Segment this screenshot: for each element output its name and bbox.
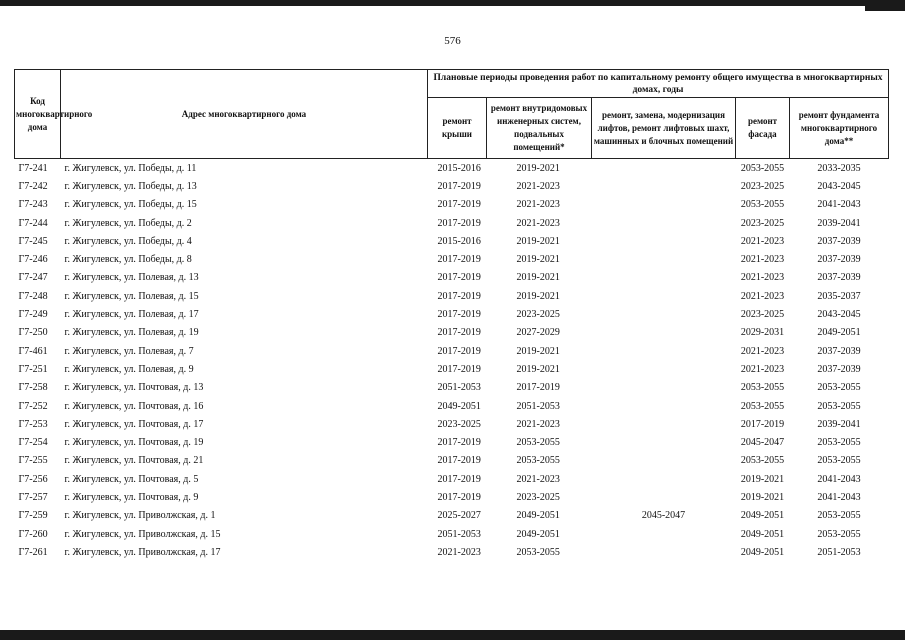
row-roof-period: 2023-2025 bbox=[437, 418, 481, 430]
row-foundation-period: 2053-2055 bbox=[817, 528, 861, 540]
row-engineering-period: 2019-2021 bbox=[516, 363, 560, 375]
row-foundation-period: 2043-2045 bbox=[817, 309, 861, 321]
header-code: Код многоквартирного дома bbox=[15, 70, 61, 159]
row-address: г. Жигулевск, ул. Почтовая, д. 16 bbox=[64, 400, 204, 412]
row-address: г. Жигулевск, ул. Приволжская, д. 15 bbox=[64, 528, 221, 540]
row-foundation-period: 2053-2055 bbox=[817, 400, 861, 412]
row-elevators-period bbox=[592, 470, 736, 488]
row-code: Г7-255 bbox=[18, 455, 48, 467]
row-elevators-period bbox=[592, 415, 736, 433]
row-foundation-period: 2039-2041 bbox=[817, 217, 861, 229]
row-roof-period: 2025-2027 bbox=[437, 510, 481, 522]
row-engineering-period: 2051-2053 bbox=[516, 400, 560, 412]
row-address: г. Жигулевск, ул. Победы, д. 2 bbox=[64, 217, 192, 229]
row-facade-period: 2017-2019 bbox=[740, 418, 785, 430]
top-scan-border bbox=[0, 0, 905, 6]
row-foundation-period: 2041-2043 bbox=[817, 491, 861, 503]
row-facade-period: 2023-2025 bbox=[740, 217, 785, 229]
row-address: г. Жигулевск, ул. Приволжская, д. 1 bbox=[64, 510, 216, 522]
row-code: Г7-245 bbox=[18, 235, 48, 247]
row-facade-period: 2023-2025 bbox=[740, 180, 785, 192]
row-roof-period: 2017-2019 bbox=[437, 455, 481, 467]
row-engineering-period: 2021-2023 bbox=[516, 418, 560, 430]
row-facade-period: 2023-2025 bbox=[740, 309, 785, 321]
row-foundation-period: 2035-2037 bbox=[817, 290, 861, 302]
table-row bbox=[15, 470, 889, 488]
row-elevators-period bbox=[592, 250, 736, 268]
table-row bbox=[15, 269, 889, 287]
row-facade-period: 2053-2055 bbox=[740, 199, 785, 211]
row-facade-period: 2021-2023 bbox=[740, 363, 785, 375]
row-roof-period: 2017-2019 bbox=[437, 473, 481, 485]
row-code: Г7-249 bbox=[18, 309, 48, 321]
row-foundation-period: 2043-2045 bbox=[817, 180, 861, 192]
row-roof-period: 2017-2019 bbox=[437, 290, 481, 302]
row-elevators-period bbox=[592, 433, 736, 451]
row-roof-period: 2017-2019 bbox=[437, 327, 481, 339]
row-roof-period: 2017-2019 bbox=[437, 272, 481, 284]
table-row bbox=[15, 196, 889, 214]
row-engineering-period: 2021-2023 bbox=[516, 180, 560, 192]
header-row-group bbox=[15, 70, 889, 98]
table-header bbox=[15, 70, 889, 159]
row-code: Г7-253 bbox=[18, 418, 48, 430]
row-foundation-period: 2053-2055 bbox=[817, 437, 861, 449]
row-engineering-period: 2021-2023 bbox=[516, 199, 560, 211]
row-code: Г7-246 bbox=[18, 254, 48, 266]
row-engineering-period: 2053-2055 bbox=[516, 455, 560, 467]
page-number: 576 bbox=[444, 35, 461, 47]
row-foundation-period: 2041-2043 bbox=[817, 473, 861, 485]
row-roof-period: 2017-2019 bbox=[437, 180, 481, 192]
row-address: г. Жигулевск, ул. Почтовая, д. 19 bbox=[64, 437, 204, 449]
row-elevators-period bbox=[592, 287, 736, 305]
row-facade-period: 2049-2051 bbox=[740, 528, 785, 540]
row-facade-period: 2049-2051 bbox=[740, 546, 785, 558]
table-row bbox=[15, 379, 889, 397]
table-row bbox=[15, 159, 889, 178]
row-roof-period: 2017-2019 bbox=[437, 254, 481, 266]
row-address: г. Жигулевск, ул. Полевая, д. 9 bbox=[64, 363, 194, 375]
row-engineering-period: 2021-2023 bbox=[516, 473, 560, 485]
row-foundation-period: 2037-2039 bbox=[817, 345, 861, 357]
row-address: г. Жигулевск, ул. Победы, д. 4 bbox=[64, 235, 192, 247]
row-facade-period: 2021-2023 bbox=[740, 272, 785, 284]
row-elevators-period bbox=[592, 305, 736, 323]
row-elevators-period: 2045-2047 bbox=[641, 510, 686, 522]
row-elevators-period bbox=[592, 214, 736, 232]
row-elevators-period bbox=[592, 177, 736, 195]
row-foundation-period: 2051-2053 bbox=[817, 546, 861, 558]
row-roof-period: 2017-2019 bbox=[437, 217, 481, 229]
row-engineering-period: 2023-2025 bbox=[516, 491, 560, 503]
header-elevators: ремонт, замена, модернизация лифтов, ремонт лифтовых шахт, машинных и блочных помещений bbox=[592, 98, 736, 159]
row-elevators-period bbox=[592, 342, 736, 360]
row-roof-period: 2021-2023 bbox=[437, 546, 481, 558]
row-foundation-period: 2039-2041 bbox=[817, 418, 861, 430]
row-code: Г7-257 bbox=[18, 491, 48, 503]
row-address: г. Жигулевск, ул. Победы, д. 15 bbox=[64, 199, 197, 211]
bottom-scan-border bbox=[0, 630, 905, 640]
row-address: г. Жигулевск, ул. Полевая, д. 15 bbox=[64, 290, 199, 302]
row-facade-period: 2053-2055 bbox=[740, 382, 785, 394]
row-address: г. Жигулевск, ул. Победы, д. 8 bbox=[64, 254, 192, 266]
row-facade-period: 2021-2023 bbox=[740, 345, 785, 357]
row-address: г. Жигулевск, ул. Полевая, д. 13 bbox=[64, 272, 199, 284]
row-elevators-period bbox=[592, 452, 736, 470]
table-row bbox=[15, 507, 889, 525]
row-address: г. Жигулевск, ул. Почтовая, д. 17 bbox=[64, 418, 204, 430]
row-engineering-period: 2023-2025 bbox=[516, 309, 560, 321]
row-elevators-period bbox=[592, 269, 736, 287]
row-facade-period: 2045-2047 bbox=[740, 437, 785, 449]
row-foundation-period: 2037-2039 bbox=[817, 363, 861, 375]
row-foundation-period: 2053-2055 bbox=[817, 455, 861, 467]
row-code: Г7-248 bbox=[18, 290, 48, 302]
row-engineering-period: 2053-2055 bbox=[516, 546, 560, 558]
row-elevators-period bbox=[592, 397, 736, 415]
row-address: г. Жигулевск, ул. Полевая, д. 7 bbox=[64, 345, 194, 357]
row-address: г. Жигулевск, ул. Победы, д. 11 bbox=[64, 162, 197, 174]
row-elevators-period bbox=[592, 324, 736, 342]
row-code: Г7-261 bbox=[18, 546, 48, 558]
row-engineering-period: 2049-2051 bbox=[516, 510, 560, 522]
row-code: Г7-256 bbox=[18, 473, 48, 485]
row-elevators-period bbox=[592, 379, 736, 397]
row-facade-period: 2053-2055 bbox=[740, 162, 785, 174]
row-facade-period: 2019-2021 bbox=[740, 473, 785, 485]
row-engineering-period: 2017-2019 bbox=[516, 382, 560, 394]
table-row bbox=[15, 397, 889, 415]
row-elevators-period bbox=[592, 360, 736, 378]
table-row bbox=[15, 177, 889, 195]
row-elevators-period bbox=[592, 232, 736, 250]
row-code: Г7-258 bbox=[18, 382, 48, 394]
row-facade-period: 2053-2055 bbox=[740, 400, 785, 412]
row-foundation-period: 2037-2039 bbox=[817, 235, 861, 247]
row-roof-period: 2015-2016 bbox=[437, 235, 481, 247]
row-foundation-period: 2033-2035 bbox=[817, 162, 861, 174]
row-address: г. Жигулевск, ул. Почтовая, д. 21 bbox=[64, 455, 204, 467]
row-address: г. Жигулевск, ул. Почтовая, д. 13 bbox=[64, 382, 204, 394]
row-elevators-period bbox=[592, 488, 736, 506]
row-facade-period: 2021-2023 bbox=[740, 235, 785, 247]
table-row bbox=[15, 415, 889, 433]
table-row bbox=[15, 452, 889, 470]
row-engineering-period: 2049-2051 bbox=[516, 528, 560, 540]
row-code: Г7-241 bbox=[18, 162, 48, 174]
row-code: Г7-259 bbox=[18, 510, 48, 522]
row-address: г. Жигулевск, ул. Победы, д. 13 bbox=[64, 180, 197, 192]
table-row bbox=[15, 488, 889, 506]
table-row bbox=[15, 305, 889, 323]
table-row bbox=[15, 342, 889, 360]
row-address: г. Жигулевск, ул. Полевая, д. 17 bbox=[64, 309, 199, 321]
row-roof-period: 2017-2019 bbox=[437, 199, 481, 211]
row-engineering-period: 2019-2021 bbox=[516, 162, 560, 174]
row-roof-period: 2017-2019 bbox=[437, 437, 481, 449]
header-facade: ремонт фасада bbox=[736, 98, 790, 159]
row-facade-period: 2019-2021 bbox=[740, 491, 785, 503]
row-roof-period: 2051-2053 bbox=[437, 382, 481, 394]
row-code: Г7-250 bbox=[18, 327, 48, 339]
table-row bbox=[15, 525, 889, 543]
row-engineering-period: 2053-2055 bbox=[516, 437, 560, 449]
row-code: Г7-242 bbox=[18, 180, 48, 192]
row-roof-period: 2017-2019 bbox=[437, 491, 481, 503]
row-address: г. Жигулевск, ул. Приволжская, д. 17 bbox=[64, 546, 221, 558]
row-elevators-period bbox=[592, 525, 736, 543]
header-foundation: ремонт фундамента многоквартирного дома** bbox=[790, 98, 889, 159]
row-facade-period: 2053-2055 bbox=[740, 455, 785, 467]
row-address: г. Жигулевск, ул. Почтовая, д. 9 bbox=[64, 491, 199, 503]
row-facade-period: 2029-2031 bbox=[740, 327, 785, 339]
table-row bbox=[15, 214, 889, 232]
row-roof-period: 2015-2016 bbox=[437, 162, 481, 174]
row-code: Г7-461 bbox=[18, 345, 48, 357]
row-engineering-period: 2019-2021 bbox=[516, 345, 560, 357]
row-elevators-period bbox=[592, 543, 736, 561]
row-foundation-period: 2049-2051 bbox=[817, 327, 861, 339]
row-foundation-period: 2053-2055 bbox=[817, 382, 861, 394]
row-engineering-period: 2019-2021 bbox=[516, 290, 560, 302]
row-code: Г7-252 bbox=[18, 400, 48, 412]
row-engineering-period: 2019-2021 bbox=[516, 272, 560, 284]
row-code: Г7-247 bbox=[18, 272, 48, 284]
row-code: Г7-254 bbox=[18, 437, 48, 449]
row-roof-period: 2017-2019 bbox=[437, 345, 481, 357]
row-engineering-period: 2027-2029 bbox=[516, 327, 560, 339]
row-facade-period: 2021-2023 bbox=[740, 254, 785, 266]
row-address: г. Жигулевск, ул. Почтовая, д. 5 bbox=[64, 473, 199, 485]
row-engineering-period: 2019-2021 bbox=[516, 235, 560, 247]
header-planned-periods: Плановые периоды проведения работ по капитальному ремонту общего имущества в многоквартирных домах, годы bbox=[428, 70, 889, 98]
row-code: Г7-244 bbox=[18, 217, 48, 229]
table-row bbox=[15, 232, 889, 250]
row-roof-period: 2051-2053 bbox=[437, 528, 481, 540]
row-elevators-period bbox=[592, 196, 736, 214]
row-elevators-period bbox=[592, 159, 736, 178]
row-code: Г7-251 bbox=[18, 363, 48, 375]
row-roof-period: 2017-2019 bbox=[437, 309, 481, 321]
top-scan-notch bbox=[865, 0, 905, 11]
row-roof-period: 2049-2051 bbox=[437, 400, 481, 412]
repair-schedule-table bbox=[14, 69, 889, 562]
table-row bbox=[15, 433, 889, 451]
row-code: Г7-260 bbox=[18, 528, 48, 540]
header-address: Адрес многоквартирного дома bbox=[61, 70, 428, 159]
row-foundation-period: 2053-2055 bbox=[817, 510, 861, 522]
table-row bbox=[15, 287, 889, 305]
table-row bbox=[15, 324, 889, 342]
row-engineering-period: 2019-2021 bbox=[516, 254, 560, 266]
row-code: Г7-243 bbox=[18, 199, 48, 211]
table-row bbox=[15, 250, 889, 268]
row-roof-period: 2017-2019 bbox=[437, 363, 481, 375]
table-row bbox=[15, 360, 889, 378]
row-engineering-period: 2021-2023 bbox=[516, 217, 560, 229]
row-foundation-period: 2041-2043 bbox=[817, 199, 861, 211]
row-facade-period: 2021-2023 bbox=[740, 290, 785, 302]
table-body bbox=[15, 159, 889, 562]
row-address: г. Жигулевск, ул. Полевая, д. 19 bbox=[64, 327, 199, 339]
row-foundation-period: 2037-2039 bbox=[817, 254, 861, 266]
table-row bbox=[15, 543, 889, 561]
row-facade-period: 2049-2051 bbox=[740, 510, 785, 522]
header-engineering: ремонт внутридомовых инженерных систем, подвальных помещений* bbox=[487, 98, 592, 159]
header-roof: ремонт крыши bbox=[428, 98, 487, 159]
row-foundation-period: 2037-2039 bbox=[817, 272, 861, 284]
